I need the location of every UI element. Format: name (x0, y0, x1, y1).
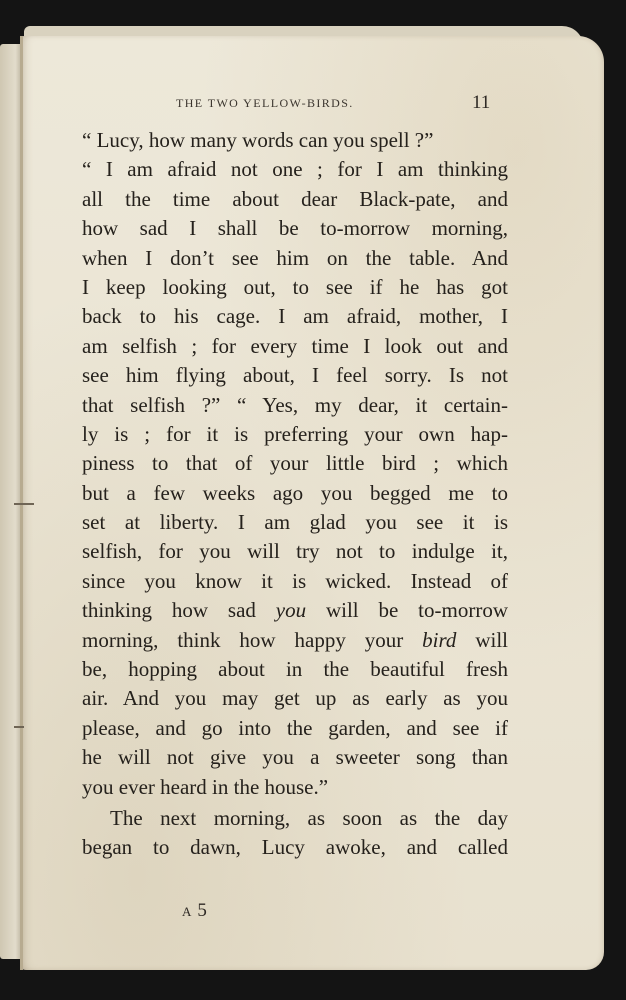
paragraph-start-line: The next morning, as soon as the day (110, 805, 508, 830)
text-line: he will not give you a sweeter song than (82, 745, 508, 770)
text-line: but a few weeks ago you begged me to (82, 480, 508, 505)
text-line: since you know it is wicked. Instead of (82, 568, 508, 593)
text-line: I keep looking out, to see if he has got (82, 274, 508, 299)
text-line: all the time about dear Black-pate, and (82, 186, 508, 211)
text-line: “ Lucy, how many words can you spell ?” (82, 128, 434, 152)
printer-signature (182, 900, 209, 922)
facing-page-edge (0, 44, 22, 959)
text-line: “ I am afraid not one ; for I am thinking (82, 157, 508, 182)
page-number: 11 (472, 92, 491, 113)
text-segment: will be to-morrow (306, 598, 508, 623)
text-line: began to dawn, Lucy awoke, and called (82, 835, 508, 860)
text-line: you ever heard in the house.” (82, 774, 329, 799)
text-line: how sad I shall be to-morrow morning, (82, 216, 508, 241)
text-line: that selfish ?” “ Yes, my dear, it certain- (82, 392, 508, 417)
text-line: selfish, for you will try not to indulge it, (82, 539, 508, 564)
text-line: please, and go into the garden, and see if (82, 715, 508, 740)
signature-number: 5 (197, 900, 209, 921)
text-segment: morning, think how happy your (82, 627, 423, 652)
text-line: see him flying about, I feel sorry. Is not (82, 363, 508, 388)
text-line: when I don’t see him on the table. And (82, 245, 508, 270)
italic-word: you (275, 598, 307, 623)
text-line: be, hopping about in the beautiful fresh (82, 657, 508, 682)
text-line-italic (82, 596, 508, 625)
text-line: set at liberty. I am glad you see it is (82, 510, 508, 535)
binding-stitch (14, 503, 34, 505)
text-line: am selfish ; for every time I look out and (82, 333, 508, 358)
text-segment: thinking how sad (82, 598, 276, 623)
text-line: back to his cage. I am afraid, mother, I (82, 304, 508, 329)
text-segment: will (456, 627, 508, 652)
text-line: ly is ; for it is preferring your own hap- (82, 421, 508, 446)
text-line-italic (82, 626, 508, 655)
binding-stitch (14, 726, 24, 728)
italic-word: bird (422, 627, 457, 652)
body-text (82, 126, 508, 863)
text-line: piness to that of your little bird ; which (82, 451, 508, 476)
running-head: THE TWO YELLOW-BIRDS. (176, 96, 354, 110)
signature-letter: A (182, 904, 192, 919)
text-line: air. And you may get up as early as you (82, 686, 508, 711)
